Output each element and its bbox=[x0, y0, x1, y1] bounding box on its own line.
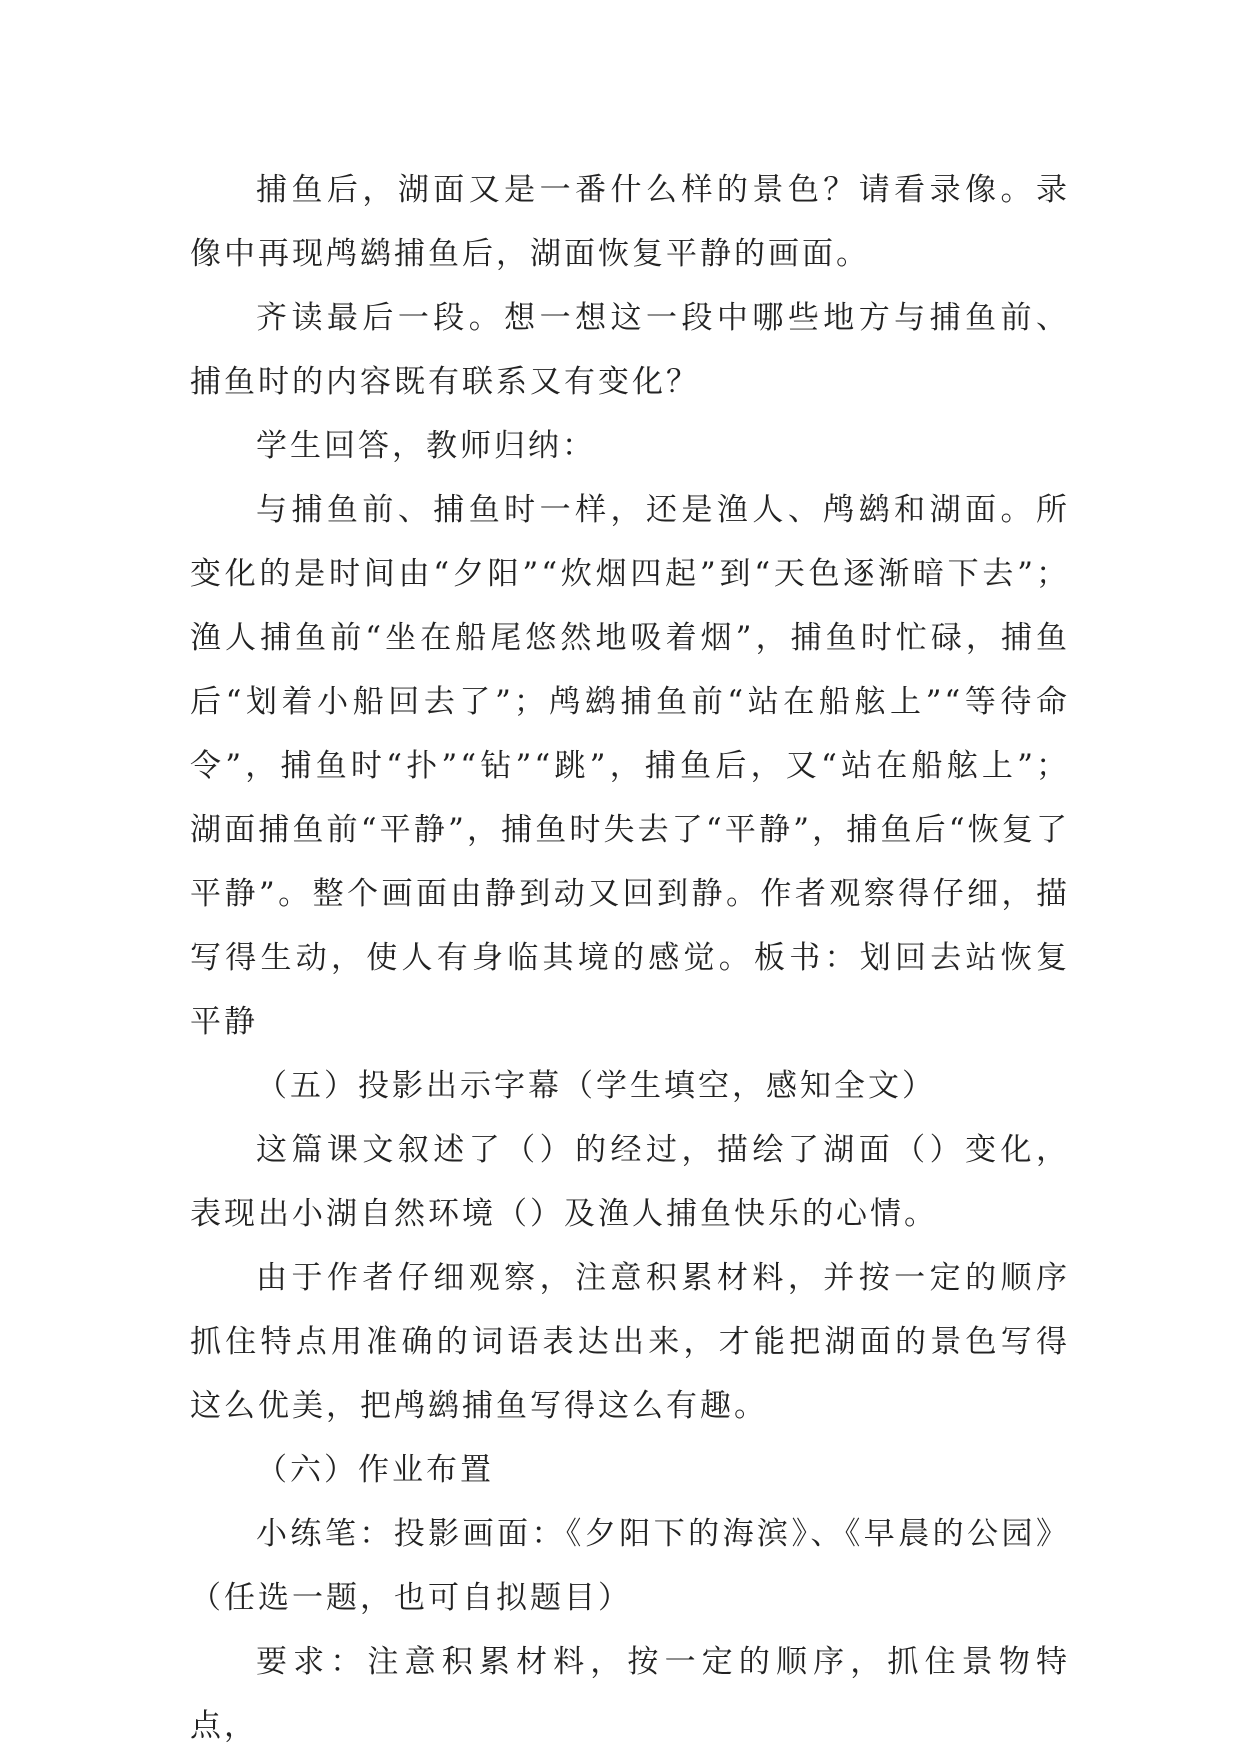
paragraph-after-fishing-scene: 捕鱼后，湖面又是一番什么样的景色？请看录像。录像中再现鸬鹚捕鱼后，湖面恢复平静的画面。 bbox=[190, 172, 1070, 272]
document-body bbox=[190, 158, 1070, 1758]
paragraph-read-last-section: 齐读最后一段。想一想这一段中哪些地方与捕鱼前、捕鱼时的内容既有联系又有变化？ bbox=[190, 300, 1070, 400]
paragraph-requirements: 要求：注意积累材料，按一定的顺序，抓住景物特点， bbox=[190, 1644, 1070, 1744]
section-heading-five: （五）投影出示字幕（学生填空，感知全文） bbox=[256, 1068, 936, 1104]
section-heading-six: （六）作业布置 bbox=[256, 1452, 494, 1488]
paragraph-writing-practice: 小练笔：投影画面：《夕阳下的海滨》、《早晨的公园》（任选一题，也可自拟题目） bbox=[190, 1516, 1070, 1616]
paragraph-teacher-summary: 与捕鱼前、捕鱼时一样，还是渔人、鸬鹚和湖面。所变化的是时间由“夕阳”“炊烟四起”到“天色逐渐暗下去”；渔人捕鱼前“坐在船尾悠然地吸着烟”，捕鱼时忙碌，捕鱼后“划着小船回去了”；鸬鹚捕鱼前“站在船舷上”“等待命令”，捕鱼时“扑”“钻”“跳”，捕鱼后，又“站在船舷上”；湖面捕鱼前“平静”，捕鱼时失去了“平静”，捕鱼后“恢复了平静”。整个画面由静到动又回到静。作者观察得仔细，描写得生动，使人有身临其境的感觉。板书：划回去站恢复平静 bbox=[190, 492, 1070, 1040]
paragraph-author-observation: 由于作者仔细观察，注意积累材料，并按一定的顺序抓住特点用准确的词语表达出来，才能把湖面的景色写得这么优美，把鸬鹚捕鱼写得这么有趣。 bbox=[190, 1260, 1070, 1424]
paragraph-fill-in-blanks: 这篇课文叙述了（）的经过，描绘了湖面（）变化，表现出小湖自然环境（）及渔人捕鱼快乐的心情。 bbox=[190, 1132, 1070, 1232]
paragraph-student-answer: 学生回答，教师归纳： bbox=[256, 428, 596, 464]
